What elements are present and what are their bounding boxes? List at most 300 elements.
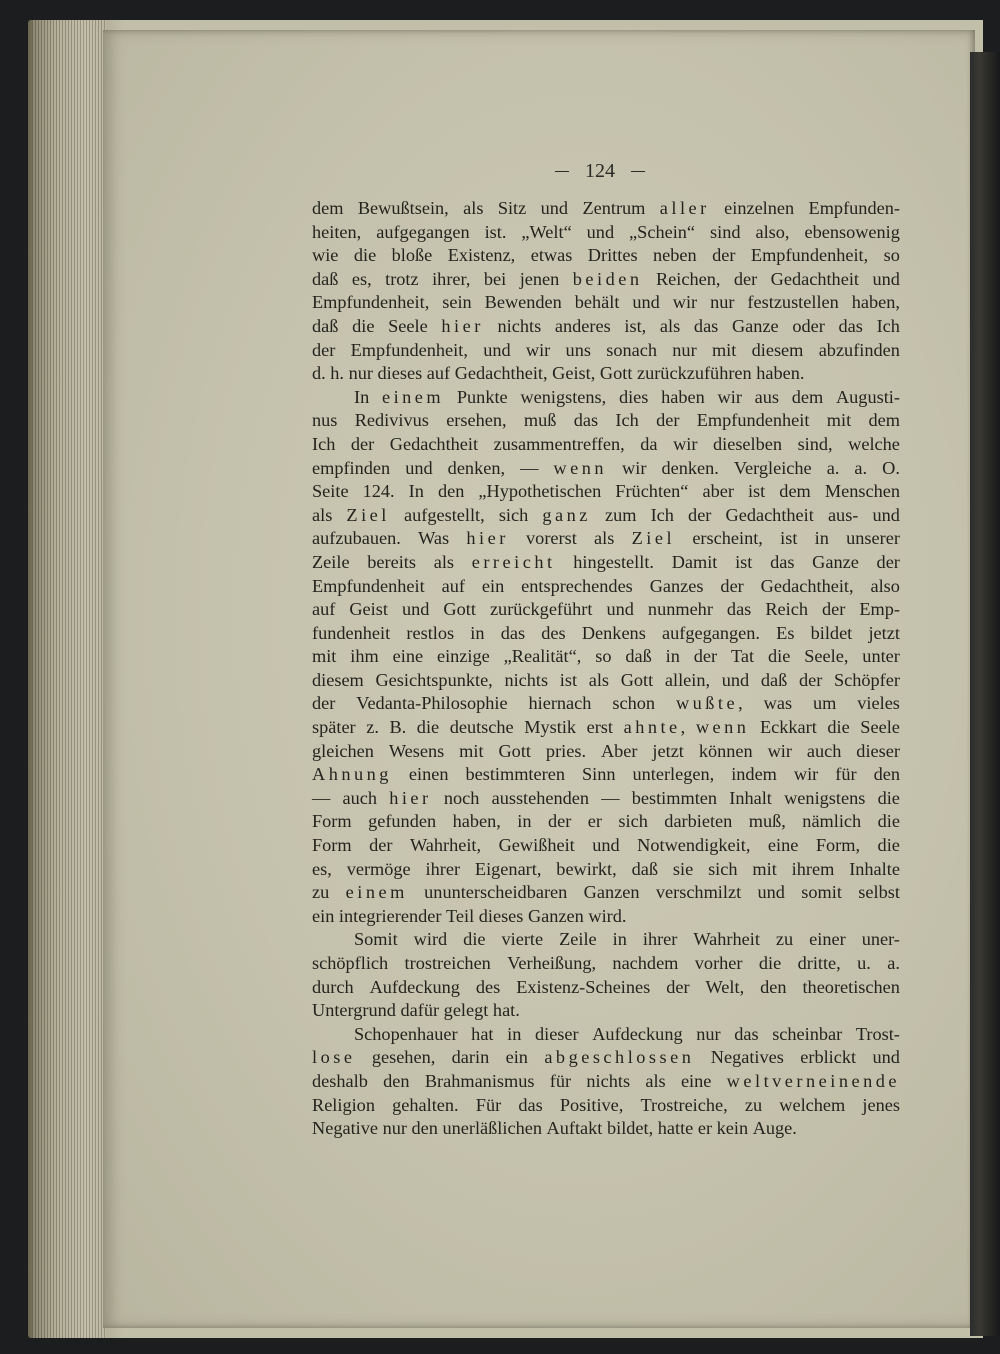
word	[696, 716, 750, 740]
word: Notwendigkeit,	[637, 835, 751, 856]
word	[346, 881, 408, 905]
word: ist	[780, 528, 798, 549]
word: abzufinden	[818, 339, 900, 360]
word: empfinden	[312, 457, 391, 478]
word: Gewißheit	[498, 835, 575, 856]
word: der	[666, 976, 690, 997]
word: Form,	[815, 835, 861, 856]
word: bildet	[810, 622, 853, 643]
word: etwas	[530, 245, 573, 266]
word: Negatives	[710, 1047, 784, 1068]
text-line	[312, 669, 900, 693]
word: vorerst	[526, 528, 577, 549]
word: Vergleiche	[733, 457, 812, 478]
word: aufgegangen	[376, 221, 470, 242]
word: vorher	[694, 953, 743, 973]
word: aus	[754, 386, 780, 407]
word: und	[757, 882, 785, 903]
word: Früchten“	[615, 481, 689, 502]
word: der	[312, 693, 336, 714]
word: erblickt	[800, 1047, 857, 1068]
word: bloße	[391, 245, 433, 266]
word: Brahmanismus	[424, 1070, 535, 1091]
word: sein	[442, 292, 472, 313]
word: gelegt	[443, 1000, 493, 1021]
word: für	[549, 1070, 572, 1091]
word: so	[595, 646, 612, 667]
word: Gedachtheit,	[454, 363, 553, 384]
word: in	[517, 811, 532, 832]
paragraph	[312, 386, 900, 929]
word: diesem	[751, 339, 804, 360]
word: deshalb	[312, 1070, 368, 1091]
emphasized-word: aller	[659, 198, 710, 218]
word	[573, 268, 643, 292]
word: wenigstens,	[520, 386, 607, 407]
word: restlos	[406, 622, 455, 643]
text-line	[312, 551, 900, 575]
word: verschmilzt	[655, 882, 742, 903]
emphasized-word: ganz	[542, 504, 591, 525]
word: unterlegen,	[632, 764, 715, 785]
word: die	[768, 646, 791, 667]
word: und	[632, 292, 660, 313]
word: aufgegangen.	[662, 622, 760, 643]
word: sich	[498, 504, 529, 525]
word: Reichen,	[655, 268, 721, 289]
word: noch	[443, 787, 480, 808]
word: die	[877, 835, 900, 856]
word: ihm	[350, 646, 379, 667]
word: bei	[483, 268, 507, 289]
word: und	[592, 835, 620, 856]
word: Sitz	[497, 198, 527, 218]
word: Teil	[446, 905, 479, 926]
word: jenes	[862, 1094, 900, 1115]
word: gleichen	[312, 740, 374, 761]
word: aus-	[827, 504, 859, 525]
word: Gedachtheit	[389, 433, 479, 454]
word: Geist	[349, 599, 388, 620]
word: fundenheit	[312, 622, 391, 643]
emphasized-word: hier	[441, 315, 484, 336]
word: in	[612, 929, 627, 950]
word: dem	[779, 481, 811, 502]
word: denken.	[661, 457, 719, 478]
word: nämlich	[802, 811, 862, 832]
word: in	[665, 646, 680, 667]
word: nur	[672, 339, 697, 360]
word: Ganzes	[649, 575, 704, 596]
word: dieselben	[712, 433, 783, 454]
word: z.	[366, 717, 379, 738]
text-line	[312, 834, 900, 858]
word: Religion	[312, 1094, 375, 1115]
word	[632, 527, 675, 551]
word: jetzt	[652, 740, 684, 761]
word: 124.	[362, 481, 395, 502]
text-line	[312, 409, 900, 433]
word: ersehen,	[446, 410, 507, 431]
word: wie	[312, 245, 339, 266]
word: eine	[680, 1070, 712, 1091]
text-line	[312, 315, 900, 339]
word: des	[475, 976, 501, 997]
header-dash-right	[631, 171, 645, 172]
word: und	[721, 669, 750, 690]
word: Negative	[312, 1118, 383, 1139]
word: wir	[622, 457, 647, 478]
word: a.	[887, 953, 900, 973]
word: nichts	[497, 315, 542, 336]
word: muß	[523, 410, 557, 431]
word: Form	[312, 811, 352, 832]
word: mit	[459, 740, 484, 761]
word: Gedachtheit	[725, 504, 814, 525]
emphasized-word: wenn	[695, 717, 750, 738]
word: Eckkart	[759, 717, 817, 738]
word: hat.	[492, 1000, 520, 1021]
word: und	[606, 599, 634, 620]
word: Wahrheit	[693, 929, 760, 950]
word: Drittes	[587, 245, 638, 266]
word: Mystik	[524, 717, 577, 738]
emphasized-word: Ziel	[346, 504, 390, 525]
word: zusammentreffen,	[493, 433, 625, 454]
word: als	[588, 669, 610, 690]
word: ein	[505, 1047, 528, 1068]
word: Damit	[671, 551, 718, 572]
word: Auge.	[752, 1118, 797, 1139]
word: dieser	[856, 740, 900, 761]
word: so	[883, 245, 900, 266]
word: mit	[312, 646, 337, 667]
word: zu	[744, 1094, 763, 1115]
word: und	[405, 457, 433, 478]
text-line	[312, 527, 900, 551]
word: Gott	[443, 599, 476, 620]
word: Tat	[731, 646, 755, 667]
word: Eigenart,	[474, 858, 542, 879]
word: ununterscheidbaren	[424, 882, 568, 903]
word: denken,	[447, 457, 506, 478]
word: darbieten	[664, 811, 733, 832]
word: Redivivus	[354, 410, 429, 431]
word	[382, 386, 444, 410]
word: dieses	[377, 363, 427, 384]
word: jenen	[519, 268, 560, 289]
word: einzelnen	[724, 198, 795, 218]
word: Zentrum	[582, 198, 646, 218]
word: Trost-	[855, 1023, 900, 1044]
word: und	[401, 599, 430, 620]
page-header	[500, 156, 700, 186]
text-line	[312, 881, 900, 905]
word: vierte	[501, 929, 544, 950]
word: muß,	[748, 811, 786, 832]
word: —	[601, 787, 620, 808]
emphasized-word: lose	[312, 1047, 356, 1068]
word: Inhalt	[729, 787, 772, 808]
word: als	[645, 1070, 666, 1091]
word: Punkte	[456, 386, 508, 407]
word: ihrer	[425, 858, 461, 879]
emphasized-word: wenn	[553, 457, 607, 478]
word: wird	[413, 929, 448, 950]
word: B.	[389, 717, 407, 738]
word: das	[500, 622, 526, 643]
word: Aber	[600, 740, 638, 761]
word	[553, 457, 607, 481]
word: Zeile	[559, 929, 597, 950]
word: haben,	[851, 292, 900, 313]
word: es,	[351, 268, 372, 289]
word: unerläßlichen	[442, 1118, 547, 1139]
word: daß	[312, 268, 339, 289]
word: Ich	[615, 410, 639, 431]
word: den	[437, 481, 465, 502]
word: Positive,	[559, 1094, 624, 1115]
word: nur	[710, 292, 735, 313]
word: des	[541, 622, 566, 643]
word: dies	[618, 386, 649, 407]
word: ausstehenden	[491, 787, 590, 808]
word: ein	[481, 575, 505, 596]
word: was	[763, 693, 793, 714]
word: trostreichen	[404, 953, 491, 973]
text-line	[312, 1094, 900, 1118]
word: Form	[312, 835, 352, 856]
word: nur	[382, 1118, 412, 1139]
emphasized-word: weltverneinende	[726, 1070, 900, 1091]
word: hat	[471, 1023, 494, 1044]
word: Empfundenheit,	[350, 339, 468, 360]
text-line	[312, 197, 900, 221]
word: „Schein“	[629, 221, 696, 242]
word: Empfundenheit,	[750, 245, 869, 266]
word: wir	[717, 386, 742, 407]
word: erst	[586, 717, 614, 738]
word: Ich	[876, 315, 900, 336]
word: Zeile	[312, 551, 350, 572]
word: hatte	[657, 1118, 698, 1139]
word: zu	[312, 882, 330, 903]
text-line	[312, 244, 900, 268]
body-text	[312, 197, 900, 1157]
word: bestimmteren	[465, 764, 565, 785]
word: Ich	[650, 504, 674, 525]
word: d.	[312, 363, 331, 384]
word: ist	[559, 669, 578, 690]
word	[660, 197, 710, 221]
word: wir	[793, 764, 819, 785]
word: eine	[392, 646, 424, 667]
word: Gedachtheit,	[760, 575, 854, 596]
text-line	[312, 386, 900, 410]
word: wird.	[588, 905, 627, 926]
emphasized-word: Ziel	[631, 528, 676, 549]
word	[312, 763, 392, 787]
word: aber	[702, 481, 734, 502]
word: das	[838, 315, 863, 336]
word: daß	[625, 646, 652, 667]
word: Gott	[599, 363, 637, 384]
word: darin	[451, 1047, 490, 1068]
word: dem	[312, 198, 344, 218]
word: gehalten.	[392, 1094, 459, 1115]
word: ahnte,	[623, 717, 686, 738]
word: haben	[661, 386, 705, 407]
text-line	[312, 645, 900, 669]
word: wir	[767, 740, 792, 761]
word: deutsche	[449, 717, 514, 738]
word: pries.	[545, 740, 587, 761]
text-line	[312, 976, 900, 1000]
word: Geist,	[552, 363, 600, 384]
word: sich	[708, 858, 738, 879]
emphasized-word: einem	[381, 386, 445, 407]
word: Trostreiche,	[640, 1094, 728, 1115]
word: und	[872, 1047, 900, 1068]
word: der	[733, 268, 758, 289]
text-line	[312, 339, 900, 363]
word: bildet,	[606, 1118, 658, 1139]
word: Ganzen	[527, 905, 589, 926]
word: somit	[801, 882, 842, 903]
word: allein,	[664, 669, 711, 690]
text-line	[312, 480, 900, 504]
text-line	[312, 221, 900, 245]
word: ihrem	[791, 858, 835, 879]
word: nur	[696, 1023, 721, 1044]
word: Schopenhauer	[354, 1023, 458, 1044]
word: auch	[342, 787, 377, 808]
word: als	[463, 198, 484, 218]
word: nichts	[504, 669, 549, 690]
word	[544, 1046, 694, 1070]
text-line	[312, 622, 900, 646]
word: mit	[826, 410, 852, 431]
word: den	[760, 976, 787, 997]
text-line	[312, 1070, 900, 1094]
word: Bewenden	[484, 292, 562, 313]
word: den	[873, 764, 900, 785]
word: auch	[806, 740, 842, 761]
word: Verheißung,	[507, 953, 597, 973]
word: in	[814, 528, 829, 549]
word: der	[876, 551, 900, 572]
word: Gott	[498, 740, 531, 761]
text-line	[312, 787, 900, 811]
word: Ich	[312, 433, 336, 454]
word: bestimmten	[631, 787, 718, 808]
word: als	[659, 315, 681, 336]
word: Es	[776, 622, 795, 643]
word: dafür	[400, 1000, 444, 1021]
word: ihrer	[642, 929, 678, 950]
word: das	[770, 551, 795, 572]
word: Auftakt	[546, 1118, 607, 1139]
word: —	[520, 457, 539, 478]
word: welche	[848, 433, 900, 454]
word: nus	[312, 410, 338, 431]
text-line	[312, 692, 900, 716]
word: In	[354, 386, 370, 407]
word: ist,	[624, 315, 647, 336]
word: Aufdeckung	[369, 976, 460, 997]
word: nunmehr	[647, 599, 713, 620]
word: Gesichtspunkte,	[375, 669, 493, 690]
text-line	[312, 1046, 900, 1070]
word	[472, 551, 556, 575]
word	[389, 787, 431, 811]
word: Seite	[312, 481, 349, 502]
word: jetzt	[868, 622, 900, 643]
word: oder	[792, 315, 825, 336]
word: in	[507, 1023, 522, 1044]
word: der	[312, 339, 336, 360]
word: heiten,	[312, 221, 362, 242]
word: Empfundenheit	[696, 410, 810, 431]
word: neben	[653, 245, 697, 266]
text-line	[312, 810, 900, 834]
text-line	[312, 858, 900, 882]
word: Wahrheit,	[409, 835, 482, 856]
word: den	[383, 1070, 410, 1091]
word: Sinn	[581, 764, 616, 785]
word: a.	[854, 457, 868, 478]
word: können	[698, 740, 753, 761]
word: er	[697, 1118, 717, 1139]
text-line	[312, 999, 900, 1023]
word: gesehen,	[371, 1047, 436, 1068]
word: für	[835, 764, 857, 785]
word: da	[640, 433, 658, 454]
word: der	[821, 599, 846, 620]
paragraph	[312, 928, 900, 1022]
word: ist	[735, 551, 753, 572]
word: zurückzuführen	[636, 363, 757, 384]
word: der	[547, 811, 572, 832]
word: einer	[809, 929, 846, 950]
word: Für	[475, 1094, 502, 1115]
word: Welt,	[705, 976, 745, 997]
text-line	[312, 905, 900, 929]
word: daß	[631, 858, 658, 879]
text-line	[312, 763, 900, 787]
word: Vedanta-Philosophie	[356, 693, 508, 714]
word: auf	[426, 363, 455, 384]
word: Menschen	[824, 481, 900, 502]
word: nachdem	[612, 953, 679, 973]
emphasized-word: hier	[389, 787, 432, 808]
word: wir	[525, 339, 551, 360]
word: als	[594, 528, 615, 549]
text-line	[312, 504, 900, 528]
word: anderes	[554, 315, 611, 336]
word: theoretischen	[802, 976, 900, 997]
word	[312, 1046, 355, 1070]
word: kein	[716, 1118, 753, 1139]
header-dash-left	[555, 171, 569, 172]
text-line	[312, 433, 900, 457]
word: uns	[565, 339, 591, 360]
word: er	[587, 811, 602, 832]
word: die	[877, 811, 900, 832]
word: unserer	[846, 528, 900, 549]
emphasized-word: abgeschlossen	[544, 1047, 695, 1068]
word: und	[872, 268, 900, 289]
